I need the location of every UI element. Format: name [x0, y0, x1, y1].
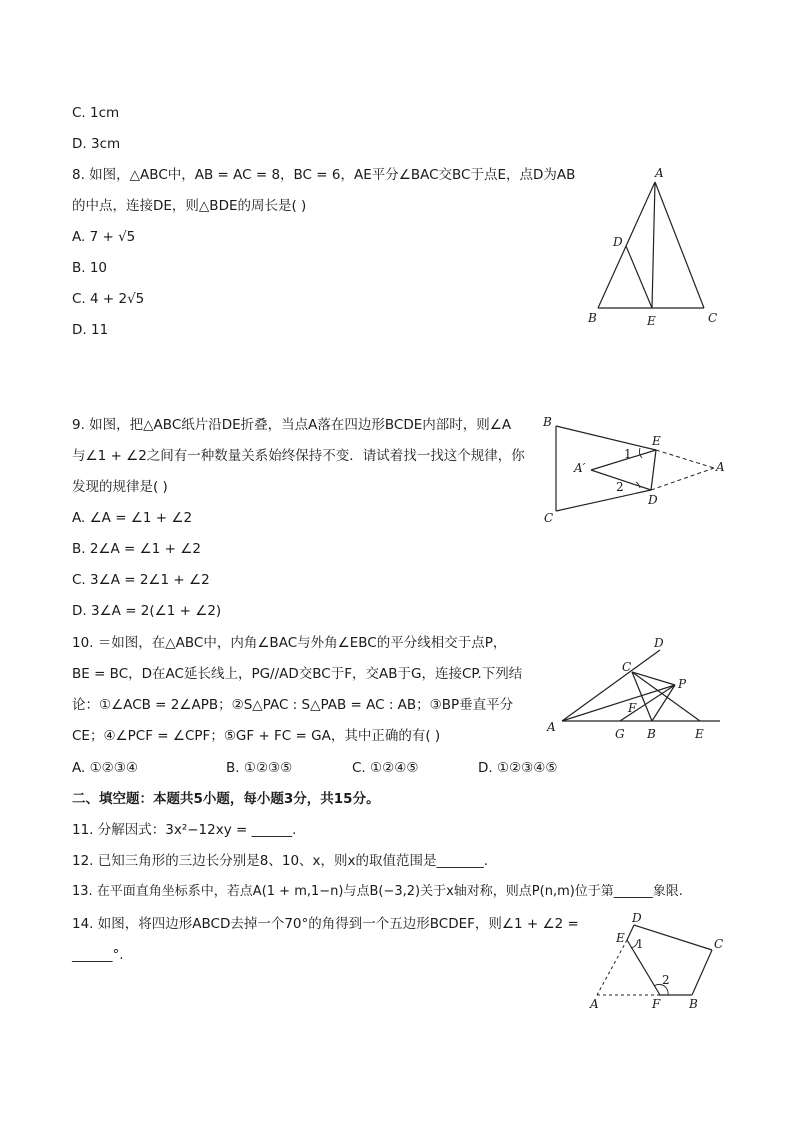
q10-option-c: C. ①②④⑤	[352, 760, 419, 776]
q10-label-c: C	[622, 660, 632, 674]
q8-option-c: C. 4 + 2√5	[72, 291, 145, 307]
q14-label-d: D	[632, 911, 642, 925]
q8-label-e: E	[647, 314, 656, 328]
q8-option-a: A. 7 + √5	[72, 229, 136, 245]
q9-option-d: D. 3∠A = 2(∠1 + ∠2)	[72, 603, 222, 619]
q10-option-d: D. ①②③④⑤	[478, 760, 558, 776]
q8-label-c: C	[708, 311, 718, 325]
q14-label-c: C	[714, 937, 724, 951]
q8-stem-line2: 的中点，连接DE，则△BDE的周长是( )	[72, 198, 307, 214]
q10-label-b: B	[647, 727, 656, 741]
q8-label-a: A	[655, 166, 664, 180]
q10-label-p: P	[678, 677, 687, 691]
q9-label-2: 2	[616, 480, 624, 494]
q9-label-aprime: A′	[574, 461, 586, 475]
q10-option-a: A. ①②③④	[72, 760, 138, 776]
q14-label-f: F	[652, 997, 661, 1011]
q14-stem-line2: ______°.	[72, 947, 124, 963]
q8-figure	[580, 160, 730, 339]
q10-label-a: A	[547, 720, 556, 734]
q8-stem-line1: 8. 如图，△ABC中，AB = AC = 8，BC = 6，AE平分∠BAC交BC于点E，点D为AB	[72, 167, 576, 183]
q11-stem: 11. 分解因式：3x²−12xy = ______.	[72, 822, 297, 838]
q10-label-f: F	[628, 701, 637, 715]
q9-figure	[536, 408, 736, 532]
q9-label-e: E	[652, 434, 661, 448]
q14-label-1: 1	[636, 937, 644, 951]
q8-label-b: B	[588, 311, 597, 325]
q10-label-d: D	[654, 636, 664, 650]
q9-label-c: C	[544, 511, 554, 525]
q13-stem: 13. 在平面直角坐标系中，若点A(1 + m,1−n)与点B(−3,2)关于x轴对称，则点P(n,m)位于第______象限.	[72, 884, 683, 899]
q9-option-a: A. ∠A = ∠1 + ∠2	[72, 510, 193, 526]
q12-stem: 12. 已知三角形的三边长分别是8、10、x，则x的取值范围是_______.	[72, 853, 489, 869]
q10-stem-line2: BE = BC，D在AC延长线上，PG//AD交BC于F，交AB于G，连接CP.下列结	[72, 666, 523, 682]
q9-stem-line2: 与∠1 + ∠2之间有一种数量关系始终保持不变．请试着找一找这个规律，你	[72, 448, 525, 464]
q10-stem-line3: 论：①∠ACB = 2∠APB；②S△PAC : S△PAB = AC : AB；③BP垂直平分	[72, 697, 514, 713]
q14-label-2: 2	[662, 973, 670, 987]
q10-option-b: B. ①②③⑤	[226, 760, 293, 776]
q9-stem-line3: 发现的规律是( )	[72, 479, 168, 495]
q8-option-b: B. 10	[72, 260, 108, 276]
q10-label-g: G	[615, 727, 625, 741]
q14-label-e: E	[616, 931, 625, 945]
q10-label-e: E	[695, 727, 704, 741]
q9-option-c: C. 3∠A = 2∠1 + ∠2	[72, 572, 210, 588]
q14-label-b: B	[689, 997, 698, 1011]
q14-label-a: A	[590, 997, 599, 1011]
q9-label-a: A	[716, 460, 725, 474]
section2-heading: 二、填空题：本题共5小题，每小题3分，共15分。	[72, 791, 380, 807]
q8-option-d: D. 11	[72, 322, 109, 338]
q9-stem-line1: 9. 如图，把△ABC纸片沿DE折叠，当点A落在四边形BCDE内部时，则∠A	[72, 417, 512, 433]
q9-label-d: D	[648, 493, 658, 507]
q9-label-b: B	[543, 415, 552, 429]
q10-stem-line1: 10. ＝如图，在△ABC中，内角∠BAC与外角∠EBC的平分线相交于点P，	[72, 635, 507, 651]
q14-figure	[582, 910, 732, 1019]
q10-figure	[540, 630, 730, 749]
q7-option-c: C. 1cm	[72, 105, 120, 121]
q10-options	[72, 759, 558, 777]
q7-option-d: D. 3cm	[72, 136, 121, 152]
q8-label-d: D	[613, 235, 623, 249]
q10-stem-line4: CE；④∠PCF = ∠CPF；⑤GF + FC = GA，其中正确的有( )	[72, 728, 441, 744]
q14-stem-line1: 14. 如图，将四边形ABCD去掉一个70°的角得到一个五边形BCDEF，则∠1 + ∠2 =	[72, 916, 579, 932]
q9-label-1: 1	[624, 447, 632, 461]
q9-option-b: B. 2∠A = ∠1 + ∠2	[72, 541, 201, 557]
